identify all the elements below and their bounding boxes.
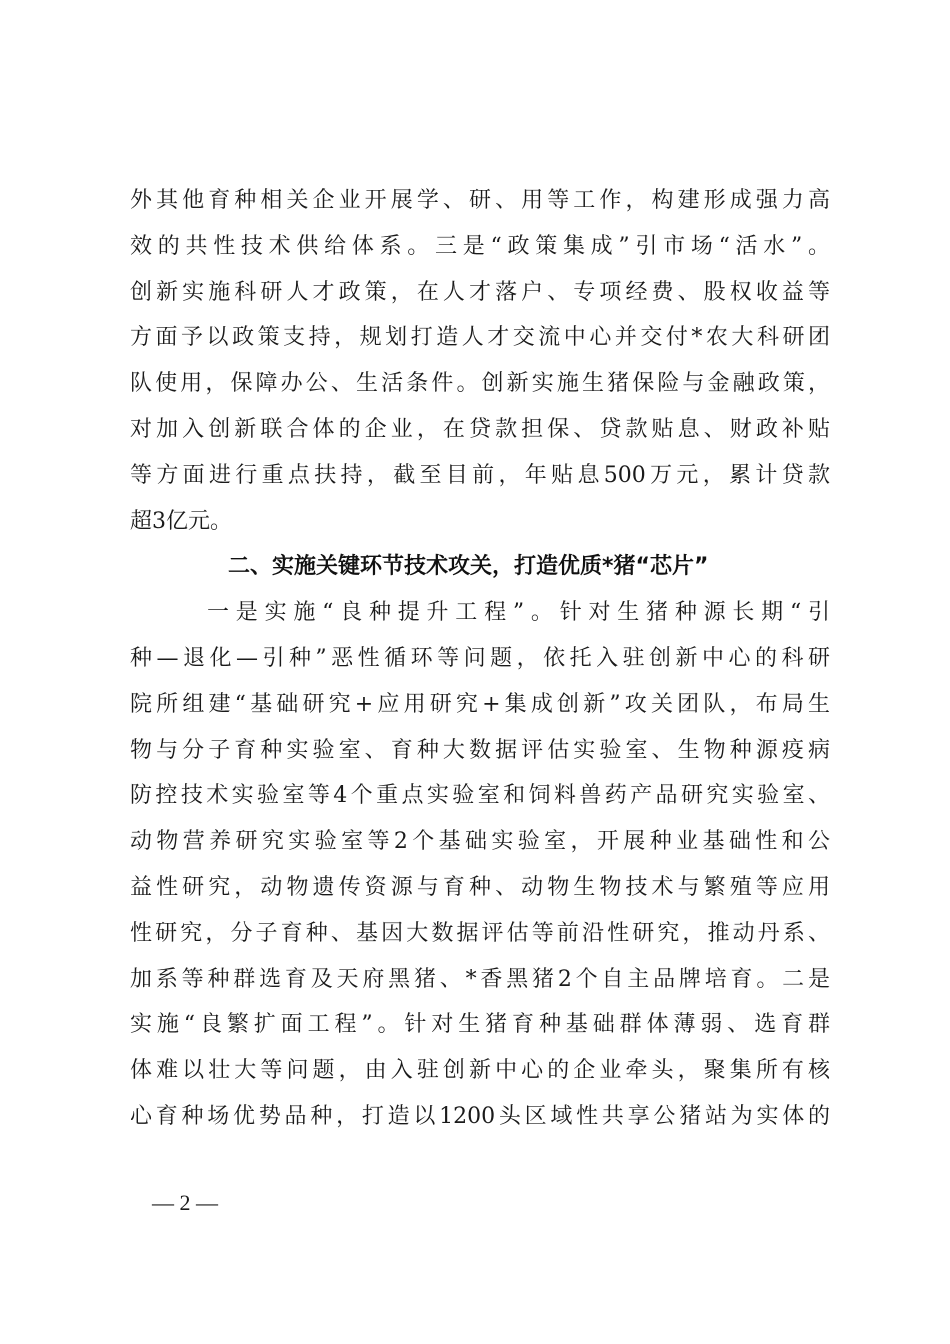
page-number: — 2 — [152, 1190, 218, 1215]
paragraph-line: 动物营养研究实验室等2个基础实验室，开展种业基础性和公 [130, 829, 830, 855]
paragraph-line: 超3亿元。 [130, 508, 232, 534]
paragraph-line: 方面予以政策支持，规划打造人才交流中心并交付*农大科研团 [130, 325, 830, 351]
paragraph-line: 加系等种群选育及天府黑猪、*香黑猪2个自主品牌培育。二是 [130, 966, 830, 992]
paragraph-line: 等方面进行重点扶持，截至目前，年贴息500万元，累计贷款 [130, 462, 830, 488]
paragraph-line: 实施“良繁扩面工程”。针对生猪育种基础群体薄弱、选育群 [130, 1012, 830, 1038]
paragraph-line: 院所组建“基础研究+应用研究+集成创新”攻关团队，布局生 [130, 691, 830, 717]
paragraph-line: 性研究，分子育种、基因大数据评估等前沿性研究，推动丹系、 [130, 920, 830, 946]
paragraph-line: 体难以壮大等问题，由入驻创新中心的企业牵头，聚集所有核 [130, 1058, 830, 1084]
paragraph-line: 益性研究，动物遗传资源与育种、动物生物技术与繁殖等应用 [130, 874, 830, 900]
body-text [130, 178, 830, 1140]
paragraph-line: 外其他育种相关企业开展学、研、用等工作，构建形成强力高 [130, 188, 830, 213]
paragraph-line: 一是实施“良种提升工程”。针对生猪种源长期“引 [207, 600, 830, 626]
paragraph-line: 效的共性技术供给体系。三是“政策集成”引市场“活水”。 [130, 233, 830, 259]
paragraph-line: 防控技术实验室等4个重点实验室和饲料兽药产品研究实验室、 [130, 783, 830, 809]
paragraph-line: 物与分子育种实验室、育种大数据评估实验室、生物种源疫病 [130, 737, 830, 763]
paragraph-line: 对加入创新联合体的企业，在贷款担保、贷款贴息、财政补贴 [130, 416, 830, 442]
paragraph-line: 心育种场优势品种，打造以1200头区域性共享公猪站为实体的 [130, 1103, 830, 1129]
paragraph-line: 创新实施科研人才政策，在人才落户、专项经费、股权收益等 [130, 279, 830, 305]
paragraph-line: 队使用，保障办公、生活条件。创新实施生猪保险与金融政策， [130, 371, 830, 397]
paragraph-line: 种—退化—引种”恶性循环等问题，依托入驻创新中心的科研 [130, 645, 830, 671]
section-heading: 二、实施关键环节技术攻关，打造优质*猪“芯片” [228, 554, 709, 580]
